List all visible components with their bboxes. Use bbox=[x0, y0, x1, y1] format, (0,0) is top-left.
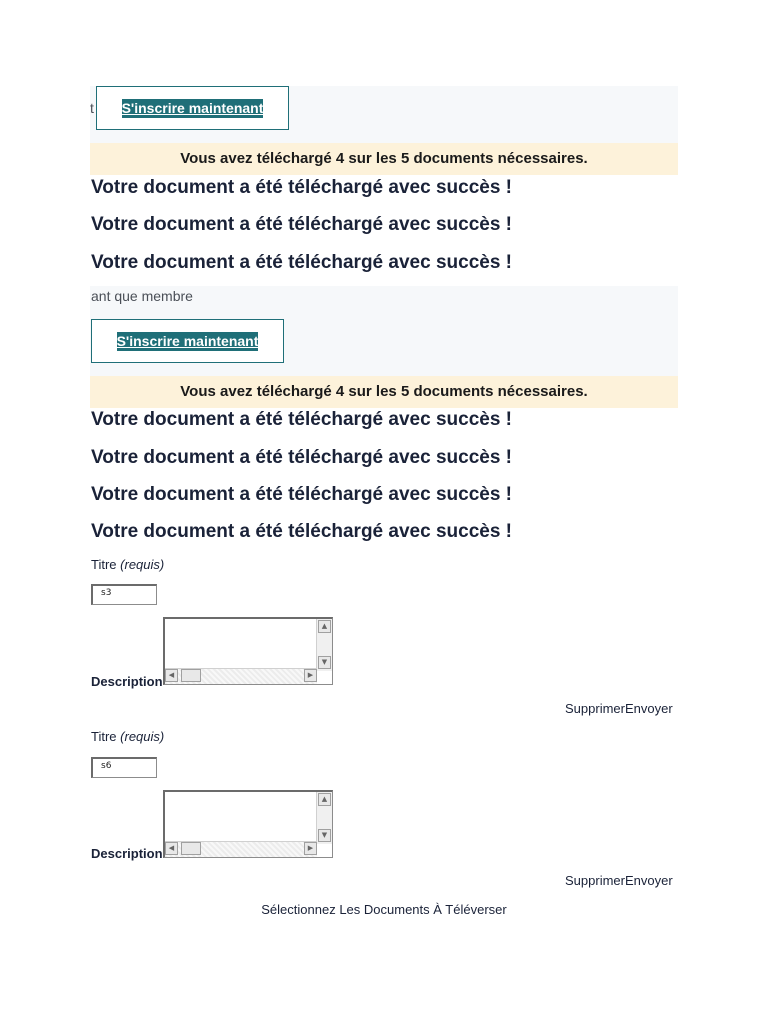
upload-success-message: Votre document a été téléchargé avec succès ! bbox=[91, 177, 512, 198]
title-label bbox=[91, 729, 164, 744]
required-marker: (requis) bbox=[120, 557, 165, 572]
upload-success-message: Votre document a été téléchargé avec succès ! bbox=[91, 484, 512, 505]
upload-success-message: Votre document a été téléchargé avec succès ! bbox=[91, 409, 512, 430]
description-textarea[interactable] bbox=[163, 617, 333, 685]
membership-text-1: t bbox=[90, 100, 94, 116]
title-input[interactable]: s6 bbox=[91, 757, 157, 778]
form-actions bbox=[565, 701, 673, 716]
title-input[interactable]: s3 bbox=[91, 584, 157, 605]
scroll-up-icon[interactable]: ▲ bbox=[318, 620, 331, 633]
signup-box-1 bbox=[96, 86, 289, 130]
title-label bbox=[91, 557, 164, 572]
submit-button[interactable]: Envoyer bbox=[624, 873, 673, 888]
scroll-up-icon[interactable]: ▲ bbox=[318, 793, 331, 806]
delete-button[interactable]: Supprimer bbox=[565, 873, 625, 888]
select-documents-button[interactable]: Sélectionnez Les Documents À Téléverser bbox=[261, 902, 507, 917]
submit-button[interactable]: Envoyer bbox=[624, 701, 673, 716]
vertical-scrollbar[interactable] bbox=[316, 792, 332, 844]
signup-box-2 bbox=[91, 319, 284, 363]
required-marker: (requis) bbox=[120, 729, 165, 744]
membership-text-2: ant que membre bbox=[91, 288, 193, 304]
upload-progress-notice: Vous avez téléchargé 4 sur les 5 documents nécessaires. bbox=[90, 376, 678, 408]
vertical-scrollbar[interactable] bbox=[316, 619, 332, 671]
upload-success-message: Votre document a été téléchargé avec succès ! bbox=[91, 252, 512, 273]
title-label-text: Titre bbox=[91, 729, 117, 744]
description-label: Description bbox=[91, 674, 163, 689]
upload-success-message: Votre document a été téléchargé avec succès ! bbox=[91, 214, 512, 235]
upload-success-message: Votre document a été téléchargé avec succès ! bbox=[91, 447, 512, 468]
form-actions bbox=[565, 873, 673, 888]
scroll-right-icon[interactable]: ▶ bbox=[304, 842, 317, 855]
scroll-right-icon[interactable]: ▶ bbox=[304, 669, 317, 682]
description-label: Description bbox=[91, 846, 163, 861]
upload-progress-notice: Vous avez téléchargé 4 sur les 5 documents nécessaires. bbox=[90, 143, 678, 175]
upload-success-message: Votre document a été téléchargé avec succès ! bbox=[91, 521, 512, 542]
horizontal-scrollbar[interactable] bbox=[165, 668, 317, 684]
signup-now-link[interactable]: S'inscrire maintenant bbox=[116, 332, 259, 349]
title-label-text: Titre bbox=[91, 557, 117, 572]
delete-button[interactable]: Supprimer bbox=[565, 701, 625, 716]
scroll-thumb[interactable] bbox=[181, 669, 201, 682]
scroll-thumb[interactable] bbox=[181, 842, 201, 855]
scroll-down-icon[interactable]: ▼ bbox=[318, 829, 331, 842]
scroll-down-icon[interactable]: ▼ bbox=[318, 656, 331, 669]
signup-now-link[interactable]: S'inscrire maintenant bbox=[121, 99, 264, 116]
horizontal-scrollbar[interactable] bbox=[165, 841, 317, 857]
description-textarea[interactable] bbox=[163, 790, 333, 858]
scroll-left-icon[interactable]: ◀ bbox=[165, 669, 178, 682]
scroll-left-icon[interactable]: ◀ bbox=[165, 842, 178, 855]
